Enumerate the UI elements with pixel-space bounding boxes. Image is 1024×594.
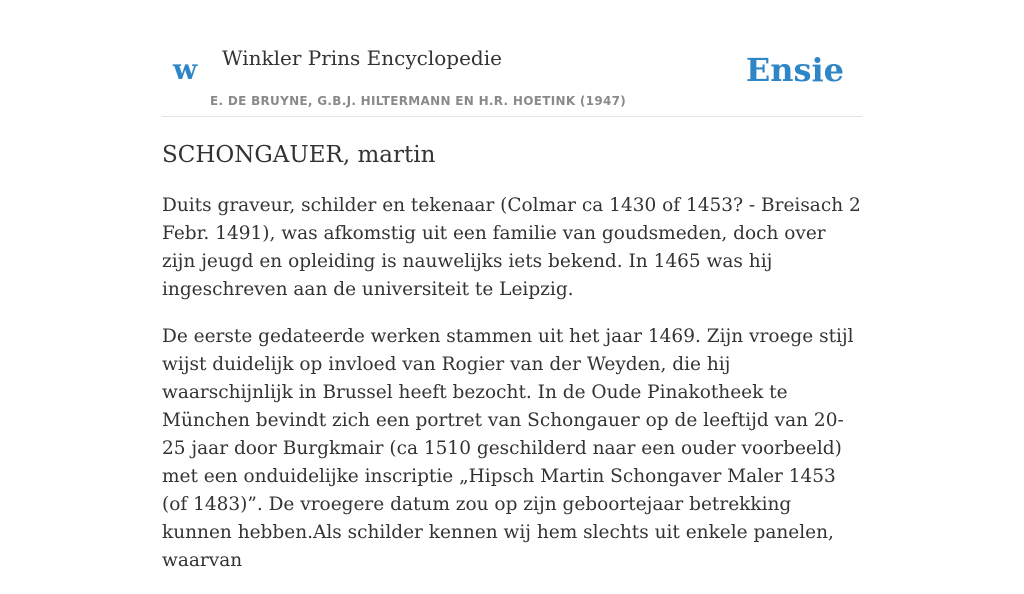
article-paragraph: Duits graveur, schilder en tekenaar (Colmar ca 1430 of 1453? - Breisach 2 Febr. 1491), was afkomstig uit een familie van goudsmeden, doch over zijn jeugd en opleiding is nauwelijks iets bekend. In 1465 was hij ingeschreven aan de universiteit te Leipzig.: [162, 195, 861, 300]
logo-icon[interactable]: w: [173, 53, 198, 86]
ensie-logo[interactable]: Ensie: [745, 51, 844, 89]
article-title: SCHONGAUER, martin: [162, 142, 436, 168]
article-body: [162, 192, 862, 594]
site-header: [162, 0, 862, 117]
article-paragraph: De eerste gedateerde werken stammen uit het jaar 1469. Zijn vroege stijl wijst duidelijk op invloed van Rogier van der Weyden, die hij waarschijnlijk in Brussel heeft bezocht. In de Oude Pinakotheek te München bevindt zich een portret van Schongauer op de leeftijd van 20-25 jaar door Burgkmair (ca 1510 geschilderd naar een ouder voorbeeld) met een onduidelijke inscriptie „Hipsch Martin Schongaver Maler 1453 (of 1483)”. De vroegere datum zou op zijn geboortejaar betrekking kunnen hebben.Als schilder kennen wij hem slechts uit enkele panelen, waarvan: [162, 326, 854, 571]
authors-subtitle: E. DE BRUYNE, G.B.J. HILTERMANN EN H.R. HOETINK (1947): [210, 94, 627, 108]
page-container: [162, 0, 862, 571]
site-title[interactable]: Winkler Prins Encyclopedie: [222, 46, 502, 70]
